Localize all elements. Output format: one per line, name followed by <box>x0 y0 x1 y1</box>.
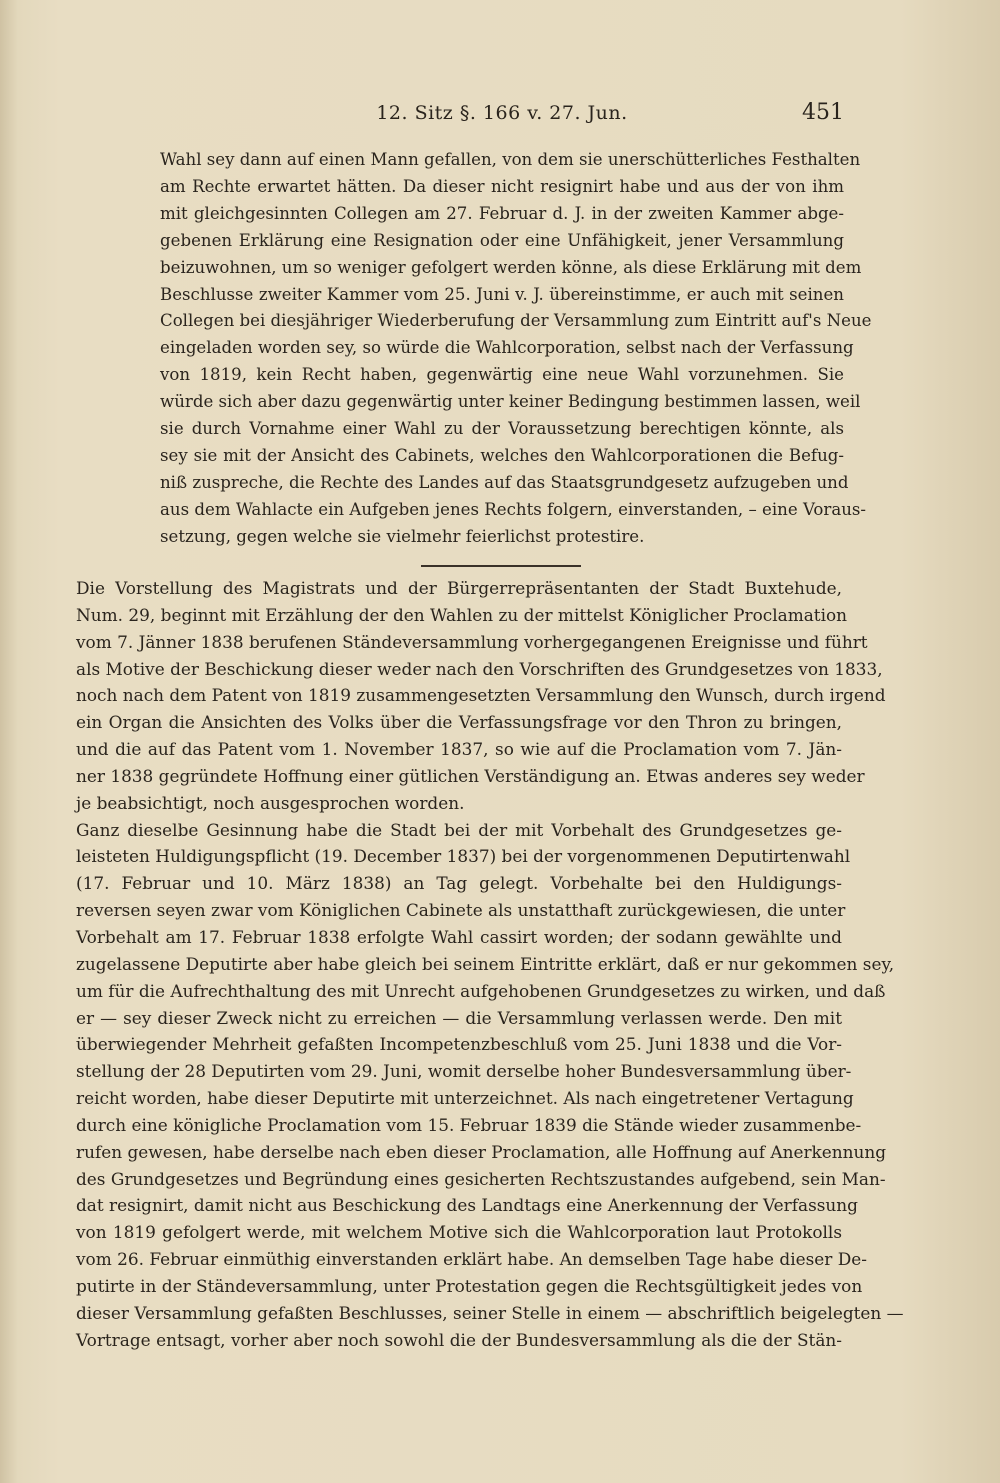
text-line: Beschlusse zweiter Kammer vom 25. Juni v. J. übereinstimme, er auch mit seinen <box>160 284 844 304</box>
text-line: um für die Aufrechthaltung des mit Unrecht aufgehobenen Grundgesetzes zu wirken, und daß <box>76 980 886 1001</box>
text-line: des Grundgesetzes und Begründung eines gesicherten Rechtszustandes aufgebend, sein Man- <box>76 1168 886 1189</box>
text-line: aus dem Wahlacte ein Aufgeben jenes Rechts folgern, einverstanden, – eine Voraus- <box>160 499 867 519</box>
text-line: putirte in der Ständeversammlung, unter Protestation gegen die Rechtsgültigkeit jedes von <box>76 1275 863 1296</box>
text-line: er — sey dieser Zweck nicht zu erreichen — die Versammlung verlassen werde. Den mit <box>76 1007 842 1028</box>
text-line: von 1819 gefolgert werde, mit welchem Motive sich die Wahlcorporation laut Protokolls <box>76 1222 842 1243</box>
text-line: Vortrage entsagt, vorher aber noch sowohl die der Bundesversammlung als die der Stän- <box>76 1329 842 1350</box>
text-line: je beabsichtigt, noch ausgesprochen worden. <box>76 792 465 813</box>
text-line: stellung der 28 Deputirten vom 29. Juni, womit derselbe hoher Bundesversammlung über- <box>76 1061 852 1082</box>
text-line: Die Vorstellung des Magistrats und der Bürgerrepräsentanten der Stadt Buxtehude, <box>76 578 842 598</box>
page-number: 451 <box>802 100 844 125</box>
text-line: Wahl sey dann auf einen Mann gefallen, von dem sie unerschütterliches Festhalten <box>160 150 861 169</box>
text-line: dat resignirt, damit nicht aus Beschickung des Landtags eine Anerkennung der Verfassung <box>76 1195 858 1216</box>
main-text <box>76 575 904 1353</box>
text-line: mit gleichgesinnten Collegen am 27. Februar d. J. in der zweiten Kammer abge- <box>160 203 844 223</box>
text-line: beizuwohnen, um so weniger gefolgert werden könne, als diese Erklärung mit dem <box>160 257 862 277</box>
text-line: von 1819, kein Recht haben, gegenwärtig eine neue Wahl vorzunehmen. Sie <box>160 365 844 385</box>
text-line: gebenen Erklärung eine Resignation oder eine Unfähigkeit, jener Versammlung <box>160 230 844 250</box>
text-line: sey sie mit der Ansicht des Cabinets, welches den Wahlcorporationen die Befug- <box>160 445 844 465</box>
text-line: reversen seyen zwar vom Königlichen Cabinete als unstatthaft zurückgewiesen, die unter <box>76 900 846 921</box>
text-line: sie durch Vornahme einer Wahl zu der Voraussetzung berechtigen könnte, als <box>160 419 844 439</box>
page-header <box>160 100 844 130</box>
text-line: Collegen bei diesjähriger Wiederberufung der Versammlung zum Eintritt auf's Neue <box>160 311 872 331</box>
text-line: zugelassene Deputirte aber habe gleich bei seinem Eintritte erklärt, daß er nur gekommen sey, <box>76 953 895 974</box>
text-line: rufen gewesen, habe derselbe nach eben dieser Proclamation, alle Hoffnung auf Anerkennung <box>76 1141 887 1162</box>
text-line: setzung, gegen welche sie vielmehr feierlichst protestire. <box>160 526 645 546</box>
section-divider <box>421 565 581 567</box>
text-line: ner 1838 gegründete Hoffnung einer gütlichen Verständigung an. Etwas anderes sey weder <box>76 765 865 786</box>
text-line: leisteten Huldigungspflicht (19. December 1837) bei der vorgenommenen Deputirtenwahl <box>76 846 851 867</box>
text-line: vom 26. Februar einmüthig einverstanden erklärt habe. An demselben Tage habe dieser De- <box>76 1249 867 1270</box>
text-line: überwiegender Mehrheit gefaßten Incompetenzbeschluß vom 25. Juni 1838 und die Vor- <box>76 1034 842 1055</box>
paragraph-continuation <box>160 147 872 551</box>
text-line: durch eine königliche Proclamation vom 15. Februar 1839 die Stände wieder zusammenbe- <box>76 1114 862 1135</box>
text-line: vom 7. Jänner 1838 berufenen Ständeversammlung vorhergegangenen Ereignisse und führt <box>76 631 868 652</box>
text-line: niß zuspreche, die Rechte des Landes auf das Staatsgrundgesetz aufzugeben und <box>160 472 849 492</box>
text-line: dieser Versammlung gefaßten Beschlusses, seiner Stelle in einem — abschriftlich beigelegten — <box>76 1302 904 1323</box>
text-line: und die auf das Patent vom 1. November 1837, so wie auf die Proclamation vom 7. Jän- <box>76 739 842 760</box>
text-line: Vorbehalt am 17. Februar 1838 erfolgte Wahl cassirt worden; der sodann gewählte und <box>76 926 842 947</box>
text-line: noch nach dem Patent von 1819 zusammengesetzten Versammlung den Wunsch, durch irgend <box>76 685 886 706</box>
text-line: ein Organ die Ansichten des Volks über die Verfassungsfrage vor den Thron zu bringen, <box>76 712 842 733</box>
text-line: Ganz dieselbe Gesinnung habe die Stadt bei der mit Vorbehalt des Grundgesetzes ge- <box>76 819 842 840</box>
text-line: (17. Februar und 10. März 1838) an Tag gelegt. Vorbehalte bei den Huldigungs- <box>76 873 842 894</box>
text-line: Num. 29, beginnt mit Erzählung der den Wahlen zu der mittelst Königlicher Proclamation <box>76 604 848 625</box>
text-line: reicht worden, habe dieser Deputirte mit unterzeichnet. Als nach eingetretener Vertagung <box>76 1088 854 1109</box>
text-line: würde sich aber dazu gegenwärtig unter keiner Bedingung bestimmen lassen, weil <box>160 392 861 412</box>
running-head: 12. Sitz §. 166 v. 27. Jun. <box>376 102 628 124</box>
text-line: eingeladen worden sey, so würde die Wahlcorporation, selbst nach der Verfassung <box>160 338 854 358</box>
text-line: am Rechte erwartet hätten. Da dieser nicht resignirt habe und aus der von ihm <box>160 176 844 196</box>
text-line: als Motive der Beschickung dieser weder nach den Vorschriften des Grundgesetzes von 1833, <box>76 658 883 679</box>
